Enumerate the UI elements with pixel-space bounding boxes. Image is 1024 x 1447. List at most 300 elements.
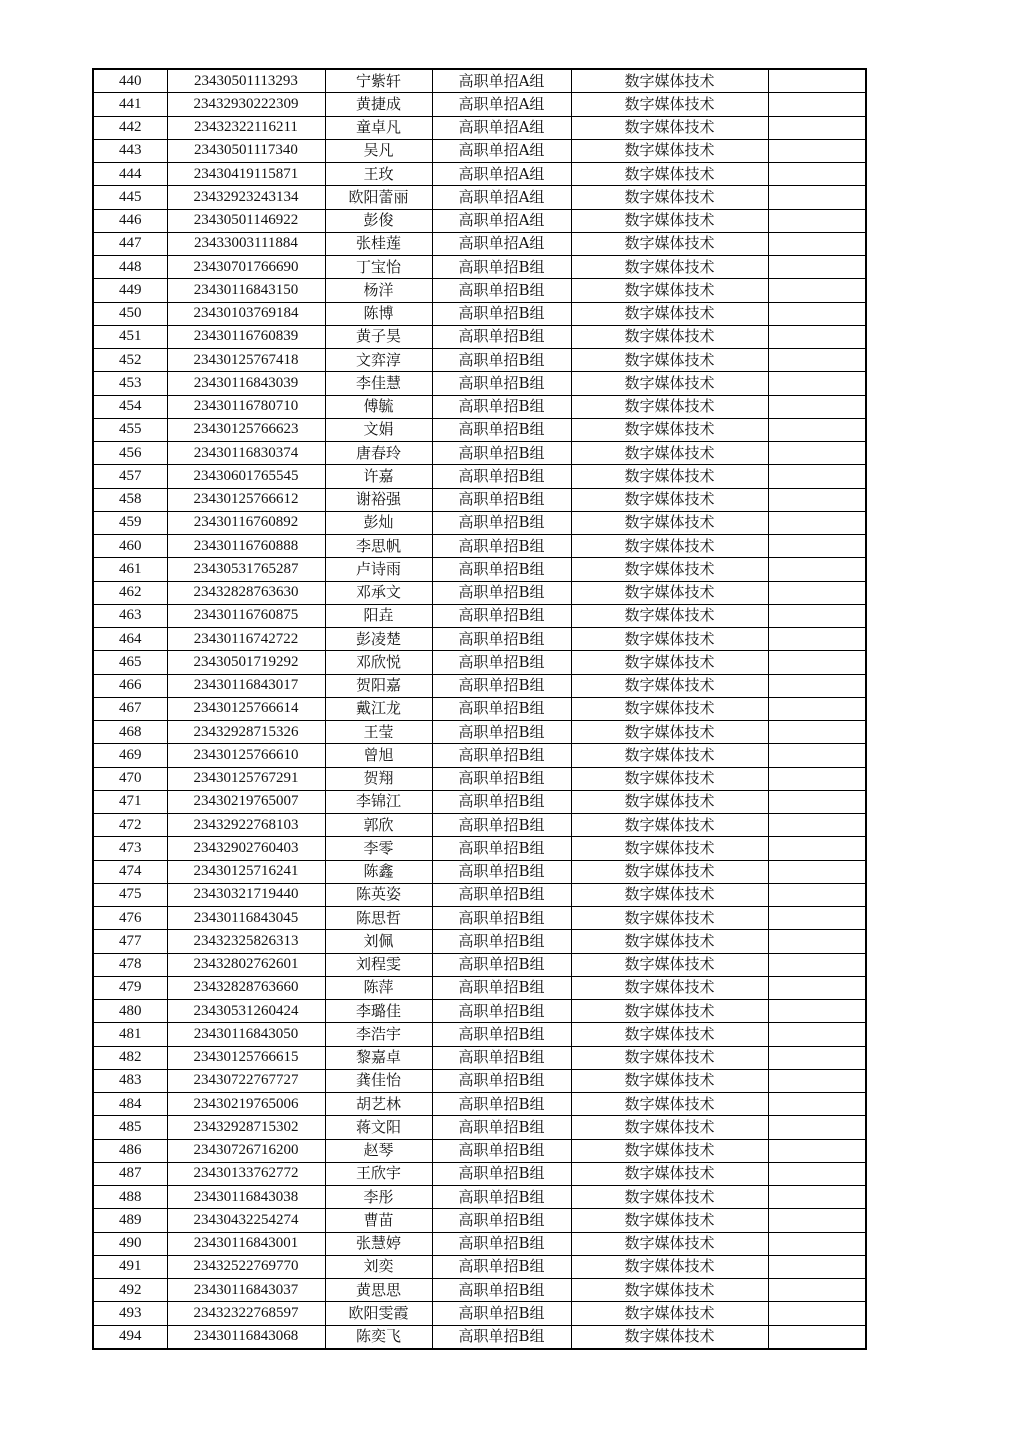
student-name-cell: 赵琴 — [325, 1139, 432, 1162]
major-cell: 数字媒体技术 — [571, 883, 768, 906]
student-name-cell: 宁紫轩 — [325, 69, 432, 93]
seq-cell: 455 — [93, 418, 167, 441]
major-cell: 数字媒体技术 — [571, 535, 768, 558]
note-cell — [768, 69, 866, 93]
table-row — [93, 93, 866, 116]
seq-cell: 462 — [93, 581, 167, 604]
seq-cell: 487 — [93, 1162, 167, 1185]
student-name-cell: 曹苗 — [325, 1209, 432, 1232]
roster-body — [93, 69, 866, 1349]
candidate-id-cell: 23430116843039 — [167, 372, 325, 395]
major-cell: 数字媒体技术 — [571, 953, 768, 976]
candidate-id-cell: 23432522769770 — [167, 1255, 325, 1278]
seq-cell: 485 — [93, 1116, 167, 1139]
admission-category-cell: 高职单招A组 — [432, 93, 571, 116]
table-row — [93, 814, 866, 837]
major-cell: 数字媒体技术 — [571, 976, 768, 999]
admission-category-cell: 高职单招B组 — [432, 418, 571, 441]
note-cell — [768, 256, 866, 279]
table-row — [93, 1000, 866, 1023]
student-name-cell: 黄子昊 — [325, 325, 432, 348]
table-row — [93, 488, 866, 511]
student-name-cell: 唐春玲 — [325, 442, 432, 465]
note-cell — [768, 1232, 866, 1255]
table-row — [93, 1302, 866, 1325]
seq-cell: 477 — [93, 930, 167, 953]
major-cell: 数字媒体技术 — [571, 697, 768, 720]
student-name-cell: 陈博 — [325, 302, 432, 325]
admission-category-cell: 高职单招B组 — [432, 349, 571, 372]
major-cell: 数字媒体技术 — [571, 1139, 768, 1162]
admission-category-cell: 高职单招B组 — [432, 1325, 571, 1349]
note-cell — [768, 442, 866, 465]
major-cell: 数字媒体技术 — [571, 674, 768, 697]
seq-cell: 471 — [93, 790, 167, 813]
seq-cell: 481 — [93, 1023, 167, 1046]
major-cell: 数字媒体技术 — [571, 418, 768, 441]
seq-cell: 442 — [93, 116, 167, 139]
candidate-id-cell: 23430125766612 — [167, 488, 325, 511]
major-cell: 数字媒体技术 — [571, 186, 768, 209]
seq-cell: 463 — [93, 604, 167, 627]
student-name-cell: 张慧婷 — [325, 1232, 432, 1255]
student-name-cell: 李零 — [325, 837, 432, 860]
seq-cell: 488 — [93, 1186, 167, 1209]
major-cell: 数字媒体技术 — [571, 930, 768, 953]
admission-category-cell: 高职单招B组 — [432, 465, 571, 488]
note-cell — [768, 1325, 866, 1349]
student-name-cell: 李浩宇 — [325, 1023, 432, 1046]
major-cell: 数字媒体技术 — [571, 1162, 768, 1185]
major-cell: 数字媒体技术 — [571, 349, 768, 372]
seq-cell: 467 — [93, 697, 167, 720]
candidate-id-cell: 23432828763630 — [167, 581, 325, 604]
seq-cell: 493 — [93, 1302, 167, 1325]
table-row — [93, 581, 866, 604]
admission-category-cell: 高职单招B组 — [432, 721, 571, 744]
admission-category-cell: 高职单招B组 — [432, 744, 571, 767]
major-cell: 数字媒体技术 — [571, 860, 768, 883]
table-row — [93, 232, 866, 255]
major-cell: 数字媒体技术 — [571, 511, 768, 534]
candidate-id-cell: 23430501113293 — [167, 69, 325, 93]
major-cell: 数字媒体技术 — [571, 907, 768, 930]
seq-cell: 466 — [93, 674, 167, 697]
candidate-id-cell: 23432322768597 — [167, 1302, 325, 1325]
admission-roster-table — [92, 68, 867, 1350]
student-name-cell: 郭欣 — [325, 814, 432, 837]
note-cell — [768, 1093, 866, 1116]
seq-cell: 451 — [93, 325, 167, 348]
table-row — [93, 1209, 866, 1232]
candidate-id-cell: 23430116843150 — [167, 279, 325, 302]
candidate-id-cell: 23433003111884 — [167, 232, 325, 255]
admission-category-cell: 高职单招A组 — [432, 209, 571, 232]
candidate-id-cell: 23430116843068 — [167, 1325, 325, 1349]
major-cell: 数字媒体技术 — [571, 837, 768, 860]
admission-category-cell: 高职单招B组 — [432, 976, 571, 999]
note-cell — [768, 139, 866, 162]
candidate-id-cell: 23432322116211 — [167, 116, 325, 139]
candidate-id-cell: 23430531260424 — [167, 1000, 325, 1023]
candidate-id-cell: 23430531765287 — [167, 558, 325, 581]
admission-category-cell: 高职单招B组 — [432, 1116, 571, 1139]
major-cell: 数字媒体技术 — [571, 139, 768, 162]
student-name-cell: 文娟 — [325, 418, 432, 441]
major-cell: 数字媒体技术 — [571, 1046, 768, 1069]
seq-cell: 445 — [93, 186, 167, 209]
seq-cell: 468 — [93, 721, 167, 744]
table-row — [93, 1186, 866, 1209]
note-cell — [768, 186, 866, 209]
seq-cell: 494 — [93, 1325, 167, 1349]
seq-cell: 465 — [93, 651, 167, 674]
candidate-id-cell: 23430501117340 — [167, 139, 325, 162]
candidate-id-cell: 23430116780710 — [167, 395, 325, 418]
table-row — [93, 1325, 866, 1349]
seq-cell: 460 — [93, 535, 167, 558]
table-row — [93, 1069, 866, 1092]
note-cell — [768, 860, 866, 883]
candidate-id-cell: 23430116843050 — [167, 1023, 325, 1046]
candidate-id-cell: 23430116760875 — [167, 604, 325, 627]
seq-cell: 446 — [93, 209, 167, 232]
major-cell: 数字媒体技术 — [571, 790, 768, 813]
note-cell — [768, 604, 866, 627]
table-row — [93, 1255, 866, 1278]
student-name-cell: 杨洋 — [325, 279, 432, 302]
table-row — [93, 558, 866, 581]
candidate-id-cell: 23430501146922 — [167, 209, 325, 232]
candidate-id-cell: 23432930222309 — [167, 93, 325, 116]
seq-cell: 486 — [93, 1139, 167, 1162]
note-cell — [768, 232, 866, 255]
major-cell: 数字媒体技术 — [571, 651, 768, 674]
student-name-cell: 王莹 — [325, 721, 432, 744]
table-row — [93, 1139, 866, 1162]
student-name-cell: 卢诗雨 — [325, 558, 432, 581]
student-name-cell: 李璐佳 — [325, 1000, 432, 1023]
candidate-id-cell: 23432923243134 — [167, 186, 325, 209]
note-cell — [768, 697, 866, 720]
note-cell — [768, 651, 866, 674]
admission-category-cell: 高职单招A组 — [432, 139, 571, 162]
seq-cell: 453 — [93, 372, 167, 395]
admission-category-cell: 高职单招A组 — [432, 163, 571, 186]
table-row — [93, 163, 866, 186]
admission-category-cell: 高职单招B组 — [432, 1069, 571, 1092]
major-cell: 数字媒体技术 — [571, 232, 768, 255]
candidate-id-cell: 23430125716241 — [167, 860, 325, 883]
note-cell — [768, 1279, 866, 1302]
note-cell — [768, 930, 866, 953]
student-name-cell: 彭俊 — [325, 209, 432, 232]
table-row — [93, 1093, 866, 1116]
table-row — [93, 767, 866, 790]
student-name-cell: 陈萍 — [325, 976, 432, 999]
note-cell — [768, 558, 866, 581]
note-cell — [768, 883, 866, 906]
major-cell: 数字媒体技术 — [571, 1325, 768, 1349]
admission-category-cell: 高职单招B组 — [432, 1255, 571, 1278]
note-cell — [768, 93, 866, 116]
admission-category-cell: 高职单招A组 — [432, 69, 571, 93]
admission-category-cell: 高职单招B组 — [432, 558, 571, 581]
candidate-id-cell: 23430125766615 — [167, 1046, 325, 1069]
candidate-id-cell: 23430116830374 — [167, 442, 325, 465]
table-row — [93, 651, 866, 674]
seq-cell: 476 — [93, 907, 167, 930]
major-cell: 数字媒体技术 — [571, 209, 768, 232]
admission-category-cell: 高职单招B组 — [432, 302, 571, 325]
admission-category-cell: 高职单招B组 — [432, 1186, 571, 1209]
seq-cell: 478 — [93, 953, 167, 976]
table-row — [93, 256, 866, 279]
major-cell: 数字媒体技术 — [571, 1000, 768, 1023]
major-cell: 数字媒体技术 — [571, 1116, 768, 1139]
admission-category-cell: 高职单招B组 — [432, 395, 571, 418]
note-cell — [768, 209, 866, 232]
major-cell: 数字媒体技术 — [571, 465, 768, 488]
table-row — [93, 930, 866, 953]
student-name-cell: 丁宝怡 — [325, 256, 432, 279]
admission-category-cell: 高职单招B组 — [432, 1162, 571, 1185]
table-row — [93, 744, 866, 767]
student-name-cell: 贺翔 — [325, 767, 432, 790]
note-cell — [768, 1255, 866, 1278]
admission-category-cell: 高职单招B组 — [432, 814, 571, 837]
major-cell: 数字媒体技术 — [571, 721, 768, 744]
table-row — [93, 186, 866, 209]
note-cell — [768, 325, 866, 348]
student-name-cell: 蒋文阳 — [325, 1116, 432, 1139]
table-row — [93, 907, 866, 930]
seq-cell: 472 — [93, 814, 167, 837]
table-row — [93, 976, 866, 999]
student-name-cell: 曾旭 — [325, 744, 432, 767]
major-cell: 数字媒体技术 — [571, 1069, 768, 1092]
major-cell: 数字媒体技术 — [571, 116, 768, 139]
major-cell: 数字媒体技术 — [571, 395, 768, 418]
candidate-id-cell: 23430219765007 — [167, 790, 325, 813]
table-row — [93, 604, 866, 627]
admission-category-cell: 高职单招B组 — [432, 907, 571, 930]
admission-category-cell: 高职单招B组 — [432, 651, 571, 674]
candidate-id-cell: 23432928715302 — [167, 1116, 325, 1139]
major-cell: 数字媒体技术 — [571, 1023, 768, 1046]
major-cell: 数字媒体技术 — [571, 1279, 768, 1302]
note-cell — [768, 535, 866, 558]
seq-cell: 473 — [93, 837, 167, 860]
candidate-id-cell: 23430103769184 — [167, 302, 325, 325]
candidate-id-cell: 23430501719292 — [167, 651, 325, 674]
candidate-id-cell: 23432922768103 — [167, 814, 325, 837]
note-cell — [768, 744, 866, 767]
admission-category-cell: 高职单招B组 — [432, 697, 571, 720]
table-row — [93, 628, 866, 651]
note-cell — [768, 1186, 866, 1209]
seq-cell: 458 — [93, 488, 167, 511]
admission-category-cell: 高职单招B组 — [432, 930, 571, 953]
candidate-id-cell: 23430116843017 — [167, 674, 325, 697]
table-row — [93, 465, 866, 488]
note-cell — [768, 814, 866, 837]
student-name-cell: 李彤 — [325, 1186, 432, 1209]
table-row — [93, 1023, 866, 1046]
note-cell — [768, 721, 866, 744]
student-name-cell: 彭凌楚 — [325, 628, 432, 651]
major-cell: 数字媒体技术 — [571, 581, 768, 604]
candidate-id-cell: 23430125767418 — [167, 349, 325, 372]
table-row — [93, 535, 866, 558]
admission-category-cell: 高职单招B组 — [432, 372, 571, 395]
note-cell — [768, 581, 866, 604]
major-cell: 数字媒体技术 — [571, 767, 768, 790]
student-name-cell: 陈思哲 — [325, 907, 432, 930]
note-cell — [768, 976, 866, 999]
major-cell: 数字媒体技术 — [571, 442, 768, 465]
major-cell: 数字媒体技术 — [571, 256, 768, 279]
seq-cell: 444 — [93, 163, 167, 186]
seq-cell: 475 — [93, 883, 167, 906]
seq-cell: 449 — [93, 279, 167, 302]
student-name-cell: 贺阳嘉 — [325, 674, 432, 697]
note-cell — [768, 1116, 866, 1139]
seq-cell: 441 — [93, 93, 167, 116]
admission-category-cell: 高职单招B组 — [432, 837, 571, 860]
student-name-cell: 彭灿 — [325, 511, 432, 534]
table-row — [93, 1162, 866, 1185]
student-name-cell: 王欣宇 — [325, 1162, 432, 1185]
note-cell — [768, 1139, 866, 1162]
admission-category-cell: 高职单招B组 — [432, 604, 571, 627]
note-cell — [768, 953, 866, 976]
seq-cell: 484 — [93, 1093, 167, 1116]
student-name-cell: 欧阳蕾丽 — [325, 186, 432, 209]
seq-cell: 479 — [93, 976, 167, 999]
admission-category-cell: 高职单招B组 — [432, 581, 571, 604]
seq-cell: 448 — [93, 256, 167, 279]
seq-cell: 469 — [93, 744, 167, 767]
note-cell — [768, 674, 866, 697]
major-cell: 数字媒体技术 — [571, 302, 768, 325]
note-cell — [768, 1302, 866, 1325]
note-cell — [768, 907, 866, 930]
table-row — [93, 69, 866, 93]
note-cell — [768, 1209, 866, 1232]
table-row — [93, 302, 866, 325]
student-name-cell: 李思帆 — [325, 535, 432, 558]
seq-cell: 489 — [93, 1209, 167, 1232]
candidate-id-cell: 23430701766690 — [167, 256, 325, 279]
note-cell — [768, 395, 866, 418]
table-row — [93, 116, 866, 139]
admission-category-cell: 高职单招B组 — [432, 1302, 571, 1325]
note-cell — [768, 488, 866, 511]
candidate-id-cell: 23430133762772 — [167, 1162, 325, 1185]
student-name-cell: 邓欣悦 — [325, 651, 432, 674]
student-name-cell: 王玫 — [325, 163, 432, 186]
admission-category-cell: 高职单招B组 — [432, 1093, 571, 1116]
candidate-id-cell: 23430601765545 — [167, 465, 325, 488]
seq-cell: 450 — [93, 302, 167, 325]
student-name-cell: 李锦江 — [325, 790, 432, 813]
candidate-id-cell: 23430116843001 — [167, 1232, 325, 1255]
note-cell — [768, 790, 866, 813]
table-row — [93, 279, 866, 302]
student-name-cell: 许嘉 — [325, 465, 432, 488]
admission-category-cell: 高职单招B组 — [432, 1139, 571, 1162]
seq-cell: 464 — [93, 628, 167, 651]
seq-cell: 456 — [93, 442, 167, 465]
seq-cell: 491 — [93, 1255, 167, 1278]
table-row — [93, 1046, 866, 1069]
student-name-cell: 戴江龙 — [325, 697, 432, 720]
admission-category-cell: 高职单招B组 — [432, 953, 571, 976]
student-name-cell: 刘奕 — [325, 1255, 432, 1278]
seq-cell: 443 — [93, 139, 167, 162]
note-cell — [768, 1023, 866, 1046]
candidate-id-cell: 23430116760839 — [167, 325, 325, 348]
major-cell: 数字媒体技术 — [571, 163, 768, 186]
admission-category-cell: 高职单招A组 — [432, 232, 571, 255]
major-cell: 数字媒体技术 — [571, 93, 768, 116]
major-cell: 数字媒体技术 — [571, 1232, 768, 1255]
admission-category-cell: 高职单招B组 — [432, 535, 571, 558]
student-name-cell: 陈奕飞 — [325, 1325, 432, 1349]
admission-category-cell: 高职单招B组 — [432, 1023, 571, 1046]
admission-category-cell: 高职单招B组 — [432, 1279, 571, 1302]
note-cell — [768, 1069, 866, 1092]
seq-cell: 457 — [93, 465, 167, 488]
note-cell — [768, 767, 866, 790]
note-cell — [768, 372, 866, 395]
admission-category-cell: 高职单招B组 — [432, 628, 571, 651]
note-cell — [768, 837, 866, 860]
student-name-cell: 龚佳怡 — [325, 1069, 432, 1092]
admission-category-cell: 高职单招B组 — [432, 325, 571, 348]
note-cell — [768, 1046, 866, 1069]
candidate-id-cell: 23430116760892 — [167, 511, 325, 534]
candidate-id-cell: 23430219765006 — [167, 1093, 325, 1116]
note-cell — [768, 465, 866, 488]
candidate-id-cell: 23430116742722 — [167, 628, 325, 651]
table-row — [93, 1232, 866, 1255]
candidate-id-cell: 23430125766610 — [167, 744, 325, 767]
major-cell: 数字媒体技术 — [571, 1093, 768, 1116]
admission-category-cell: 高职单招B组 — [432, 1209, 571, 1232]
candidate-id-cell: 23430726716200 — [167, 1139, 325, 1162]
table-row — [93, 697, 866, 720]
table-row — [93, 674, 866, 697]
major-cell: 数字媒体技术 — [571, 69, 768, 93]
seq-cell: 447 — [93, 232, 167, 255]
table-row — [93, 721, 866, 744]
note-cell — [768, 628, 866, 651]
candidate-id-cell: 23430116843045 — [167, 907, 325, 930]
table-row — [93, 790, 866, 813]
major-cell: 数字媒体技术 — [571, 558, 768, 581]
major-cell: 数字媒体技术 — [571, 628, 768, 651]
admission-category-cell: 高职单招B组 — [432, 256, 571, 279]
seq-cell: 482 — [93, 1046, 167, 1069]
major-cell: 数字媒体技术 — [571, 1255, 768, 1278]
candidate-id-cell: 23430419115871 — [167, 163, 325, 186]
table-row — [93, 883, 866, 906]
candidate-id-cell: 23432325826313 — [167, 930, 325, 953]
major-cell: 数字媒体技术 — [571, 325, 768, 348]
table-row — [93, 139, 866, 162]
